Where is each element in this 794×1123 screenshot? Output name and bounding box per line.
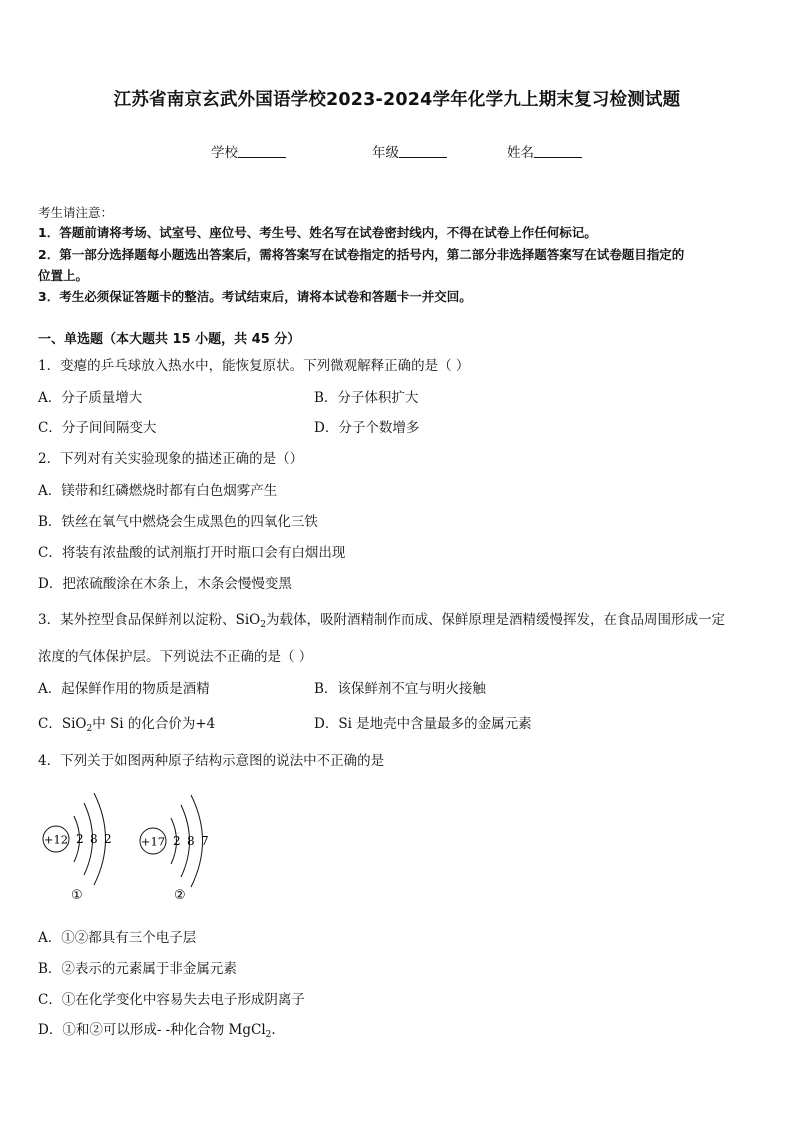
question-1-option-a: A．分子质量增大	[38, 390, 143, 406]
atomic-structure-diagram	[38, 788, 238, 906]
school-label: 学校	[211, 145, 238, 161]
atom-1-shell-electrons: 2	[104, 832, 112, 846]
option-d-text: D．①和②可以形成- -种化合物 MgCl	[38, 1022, 266, 1038]
atom-1-diagram	[43, 793, 112, 903]
atom-2-diagram	[140, 795, 209, 903]
question-3-option-a: A．起保鲜作用的物质是酒精	[38, 681, 210, 697]
section-heading: 一、单选题（本大题共 15 小题，共 45 分）	[38, 332, 301, 347]
school-blank	[238, 145, 286, 158]
question-2-option-c: C．将装有浓盐酸的试剂瓶打开时瓶口会有白烟出现	[38, 545, 346, 561]
grade-field	[372, 141, 447, 161]
formula-main: SiO	[235, 612, 261, 628]
sio2-formula	[236, 612, 266, 628]
option-c-text: 中 Si 的化合价为+4	[92, 716, 216, 732]
question-3-stem	[38, 608, 725, 630]
atom-1-shell-electrons: 8	[90, 832, 98, 846]
question-1-option-c: C．分子间间隔变大	[38, 420, 157, 436]
formula-subscript: 2	[86, 724, 93, 734]
school-field	[211, 141, 286, 161]
question-2-option-b: B．铁丝在氧气中燃烧会生成黑色的四氧化三铁	[38, 514, 318, 530]
question-2-option-a: A．镁带和红磷燃烧时都有白色烟雾产生	[38, 483, 278, 499]
grade-blank	[399, 145, 447, 158]
option-c-prefix: C．	[38, 716, 62, 732]
question-3-option-c	[38, 712, 215, 734]
question-4-stem: 4．下列关于如图两种原子结构示意图的说法中不正确的是	[38, 753, 385, 769]
exam-title: 江苏省南京玄武外国语学校2023-2024学年化学九上期末复习检测试题	[113, 90, 681, 110]
note-item: 2．第一部分选择题每小题选出答案后，需将答案写在试卷指定的括号内，第二部分非选择题答案写在试卷题目指定的	[38, 247, 685, 262]
atom-2-shell-electrons: 7	[201, 834, 209, 848]
note-item: 1．答题前请将考场、试室号、座位号、考生号、姓名写在试卷密封线内，不得在试卷上作任何标记。	[38, 225, 597, 240]
atom-2-shell-electrons: 2	[173, 834, 181, 848]
question-2-option-d: D．把浓硫酸涂在木条上，木条会慢慢变黑	[38, 576, 292, 592]
name-field	[507, 141, 582, 161]
grade-label: 年级	[372, 145, 399, 161]
question-1-option-d: D．分子个数增多	[314, 420, 420, 436]
atom-1-nucleus-charge: +12	[43, 832, 69, 847]
question-3-option-d: D．Si 是地壳中含量最多的金属元素	[314, 716, 532, 732]
question-4-option-d	[38, 1018, 276, 1040]
formula-main: SiO	[61, 716, 87, 732]
question-4-option-b: B．②表示的元素属于非金属元素	[38, 961, 237, 977]
option-d-subscript: 2	[265, 1030, 272, 1040]
question-2-stem: 2．下列对有关实验现象的描述正确的是（）	[38, 451, 304, 467]
sio2-formula	[62, 716, 92, 732]
atom-2-label: ②	[174, 888, 186, 903]
question-3-stem-end: 为载体，吸附酒精制作而成、保鲜原理是酒精缓慢挥发，在食品周围形成一定	[265, 612, 725, 628]
atom-1-label: ①	[71, 888, 83, 903]
note-item: 位置上。	[38, 268, 89, 283]
atom-2-nucleus-charge: +17	[140, 834, 166, 849]
question-3-stem-line2: 浓度的气体保护层。下列说法不正确的是（ ）	[38, 649, 313, 665]
question-4-option-c: C．①在化学变化中容易失去电子形成阴离子	[38, 992, 305, 1008]
name-blank	[534, 145, 582, 158]
question-3-stem-start: 3．某外控型食品保鲜剂以淀粉、	[38, 612, 236, 628]
atom-2-shell-electrons: 8	[187, 834, 195, 848]
option-d-end: .	[271, 1022, 276, 1038]
formula-subscript: 2	[260, 620, 266, 630]
question-1-option-b: B．分子体积扩大	[314, 390, 419, 406]
note-item: 3．考生必须保证答题卡的整洁。考试结束后，请将本试卷和答题卡一并交回。	[38, 289, 472, 304]
question-1-stem: 1．变瘪的乒乓球放入热水中，能恢复原状。下列微观解释正确的是（ ）	[38, 358, 470, 374]
atom-1-shell-electrons: 2	[76, 832, 84, 846]
name-label: 姓名	[507, 145, 534, 161]
question-3-option-b: B．该保鲜剂不宜与明火接触	[314, 681, 486, 697]
notes-heading: 考生请注意：	[38, 205, 114, 220]
question-4-option-a: A．①②都具有三个电子层	[38, 930, 197, 946]
